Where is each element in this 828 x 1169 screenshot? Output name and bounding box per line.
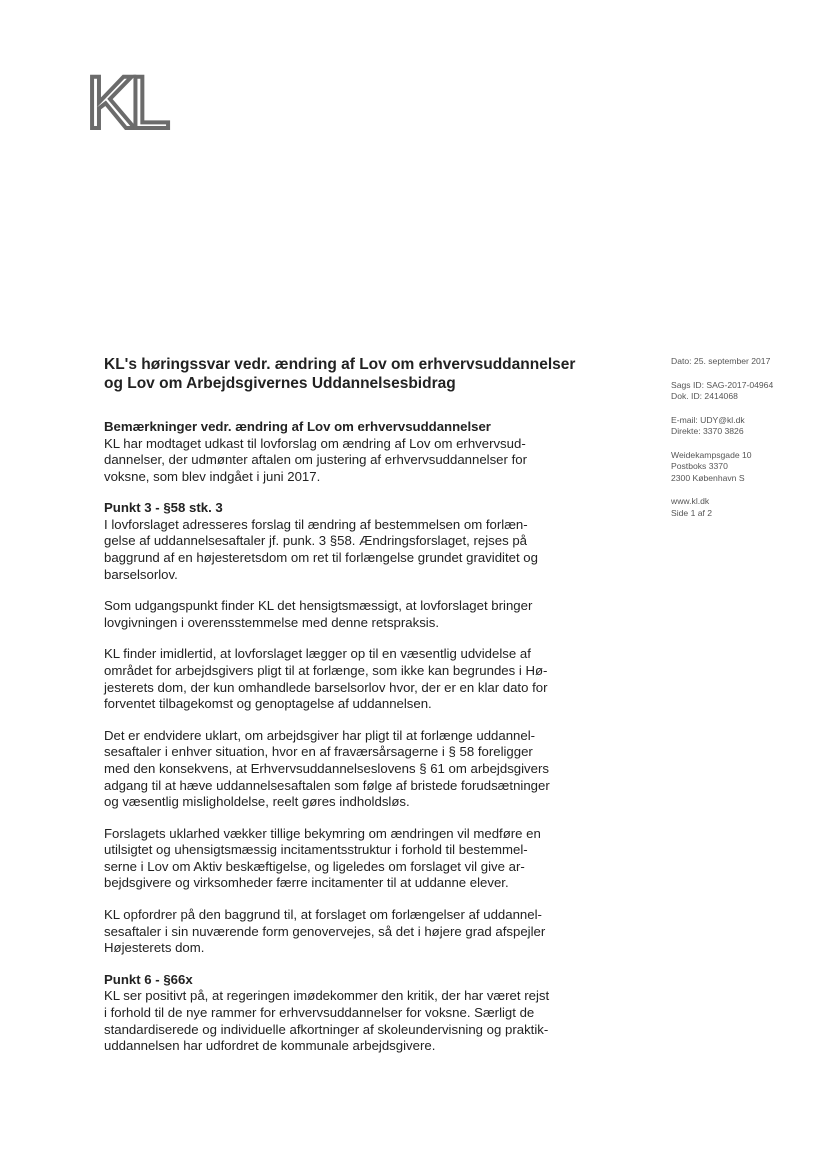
address-line-2: Postboks 3370 [671,461,728,471]
paragraph [104,728,554,811]
text-line: voksne, som blev indgået i juni 2017. [104,468,321,484]
text-line: sesaftaler i sin nuværende form genovervejes, så det i højere grad afspejler [104,923,546,939]
web-group [671,496,811,519]
paragraph [104,826,554,892]
date-group [671,356,811,368]
contact-group [671,415,811,438]
section-heading: Punkt 6 - §66x [104,971,193,987]
text-line: Det er endvidere uklart, om arbejdsgiver har pligt til at forlænge uddannel- [104,727,536,743]
document-title [104,355,576,393]
paragraph [104,598,554,631]
text-line: gelse af uddannelsesaftaler jf. punk. 3 §58. Ændringsforslaget, rejses på [104,533,527,549]
text-line: med den konsekvens, at Erhvervsuddannelseslovens § 61 om arbejdsgivers [104,760,549,776]
text-line: KL finder imidlertid, at lovforslaget lægger op til en væsentlig udvidelse af [104,646,531,662]
case-id: Sags ID: SAG-2017-04964 [671,379,774,390]
address-line-3: 2300 København S [671,472,745,483]
text-line: jesterets dom, der kun omhandlede barselsorlov hvor, der er en klar dato for [104,679,548,695]
text-line: standardiserede og individuelle afkortninger af skoleundervisning og praktik- [104,1021,549,1037]
text-line: i forhold til de nye rammer for erhvervsuddannelser for voksne. Særligt de [104,1004,535,1020]
text-line: I lovforslaget adresseres forslag til ændring af bestemmelsen om forlæn- [104,516,528,532]
paragraph [104,907,554,957]
section-heading: Punkt 3 - §58 stk. 3 [104,500,223,516]
doc-id: Dok. ID: 2414068 [671,391,738,401]
website-text: www.kl.dk [671,496,710,506]
text-line: serne i Lov om Aktiv beskæftigelse, og ligeledes om forslaget vil give ar- [104,858,525,874]
text-line: og væsentlig misligholdelse, reelt gøres indholdsløs. [104,794,410,810]
text-line: KL opfordrer på den baggrund til, at forslaget om forlængelser af uddannel- [104,907,542,923]
text-line: Som udgangspunkt finder KL det hensigtsmæssigt, at lovforslaget bringer [104,598,533,614]
address-group [671,450,811,485]
ids-group [671,380,811,403]
text-line: utilsigtet og uhensigtsmæssig incitamentsstruktur i forhold til bestemmel- [104,842,528,858]
text-line: forventet tilbagekomst og genoptagelse af uddannelsen. [104,696,432,712]
paragraph [104,646,554,712]
paragraph [104,517,554,583]
text-line: sesaftaler i enhver situation, hvor en af fraværsårsagerne i § 58 foreligger [104,744,533,760]
text-line: baggrund af en højesteretsdom om ret til forlængelse grundet graviditet og [104,549,538,565]
text-line: barselsorlov. [104,566,178,582]
page-number: Side 1 af 2 [671,507,713,518]
text-line: Højesterets dom. [104,940,205,956]
address-line-1: Weidekampsgade 10 [671,449,752,460]
date-text: Dato: 25. september 2017 [671,356,771,366]
direct-phone: Direkte: 3370 3826 [671,426,744,436]
paragraph [104,436,554,486]
text-line: dannelser, der udmønter aftalen om justering af erhvervsuddannelser for [104,452,527,468]
text-line: Forslagets uklarhed vækker tillige bekymring om ændringen vil medføre en [104,825,541,841]
paragraph [104,988,554,1054]
kl-logo: KL [86,61,165,144]
letter-body [104,355,576,1070]
text-line: adgang til at hæve uddannelsesaftalen som følge af bristede forudsætninger [104,777,550,793]
section-heading: Bemærkninger vedr. ændring af Lov om erhvervsuddannelser [104,419,491,434]
email-text: E-mail: UDY@kl.dk [671,414,745,425]
title-line: KL's høringssvar vedr. ændring af Lov om erhvervsuddannelser [104,356,576,373]
text-line: lovgivningen i overensstemmelse med denne retspraksis. [104,614,439,630]
text-line: området for arbejdsgivers pligt til at forlænge, som ikke kan begrundes i Hø- [104,662,548,678]
text-line: KL har modtaget udkast til lovforslag om ændring af Lov om erhvervsud- [104,435,526,451]
document-metadata [671,356,811,528]
text-line: bejdsgivere og virksomheder færre incitamenter til at uddanne elever. [104,875,509,891]
text-line: uddannelsen har udfordret de kommunale arbejdsgivere. [104,1038,436,1054]
title-line: og Lov om Arbejdsgivernes Uddannelsesbidrag [104,375,456,392]
text-line: KL ser positivt på, at regeringen imødekommer den kritik, der har været rejst [104,988,550,1004]
